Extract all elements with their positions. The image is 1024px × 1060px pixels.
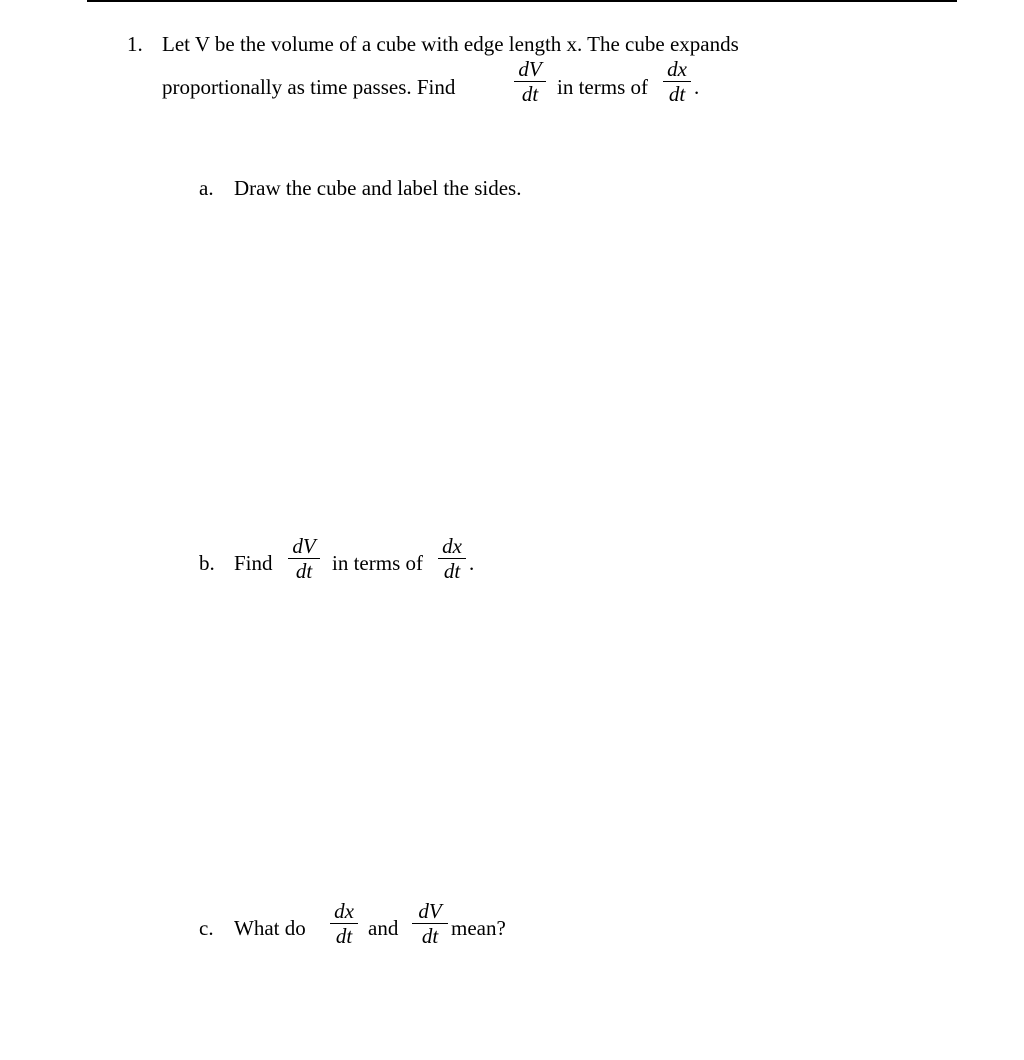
problem-number: 1. bbox=[127, 32, 143, 56]
fraction-dV-dt bbox=[288, 535, 320, 582]
fraction-dx-dt bbox=[330, 900, 358, 947]
and-text: and bbox=[368, 916, 399, 940]
fraction-dx-dt bbox=[663, 58, 691, 105]
top-rule bbox=[87, 0, 957, 2]
fraction-numerator: dx bbox=[667, 57, 687, 81]
part-a-marker: a. bbox=[199, 176, 214, 200]
part-b-lead: Find bbox=[234, 551, 273, 575]
fraction-numerator: dV bbox=[418, 899, 442, 923]
fraction-denominator: dt bbox=[421, 924, 439, 948]
fraction-numerator: dx bbox=[442, 534, 462, 558]
fraction-denominator: dt bbox=[521, 82, 539, 106]
fraction-denominator: dt bbox=[443, 559, 461, 583]
in-terms-of-text: in terms of bbox=[557, 75, 648, 99]
part-c-marker: c. bbox=[199, 916, 214, 940]
period: . bbox=[694, 75, 700, 99]
part-a-text: Draw the cube and label the sides. bbox=[234, 176, 522, 200]
fraction-denominator: dt bbox=[335, 924, 353, 948]
fraction-denominator: dt bbox=[668, 82, 686, 106]
part-b-marker: b. bbox=[199, 551, 215, 575]
fraction-numerator: dV bbox=[292, 534, 316, 558]
fraction-dV-dt bbox=[412, 900, 448, 947]
fraction-denominator: dt bbox=[295, 559, 313, 583]
problem-statement-line2: proportionally as time passes. Find bbox=[162, 75, 456, 99]
in-terms-of-text: in terms of bbox=[332, 551, 423, 575]
mean-text: mean? bbox=[451, 916, 506, 940]
fraction-numerator: dx bbox=[334, 899, 354, 923]
fraction-dx-dt bbox=[438, 535, 466, 582]
period: . bbox=[469, 551, 475, 575]
fraction-dV-dt bbox=[514, 58, 546, 105]
part-c-lead: What do bbox=[234, 916, 306, 940]
fraction-numerator: dV bbox=[518, 57, 542, 81]
problem-statement-line1: Let V be the volume of a cube with edge length x. The cube expands bbox=[162, 32, 739, 56]
